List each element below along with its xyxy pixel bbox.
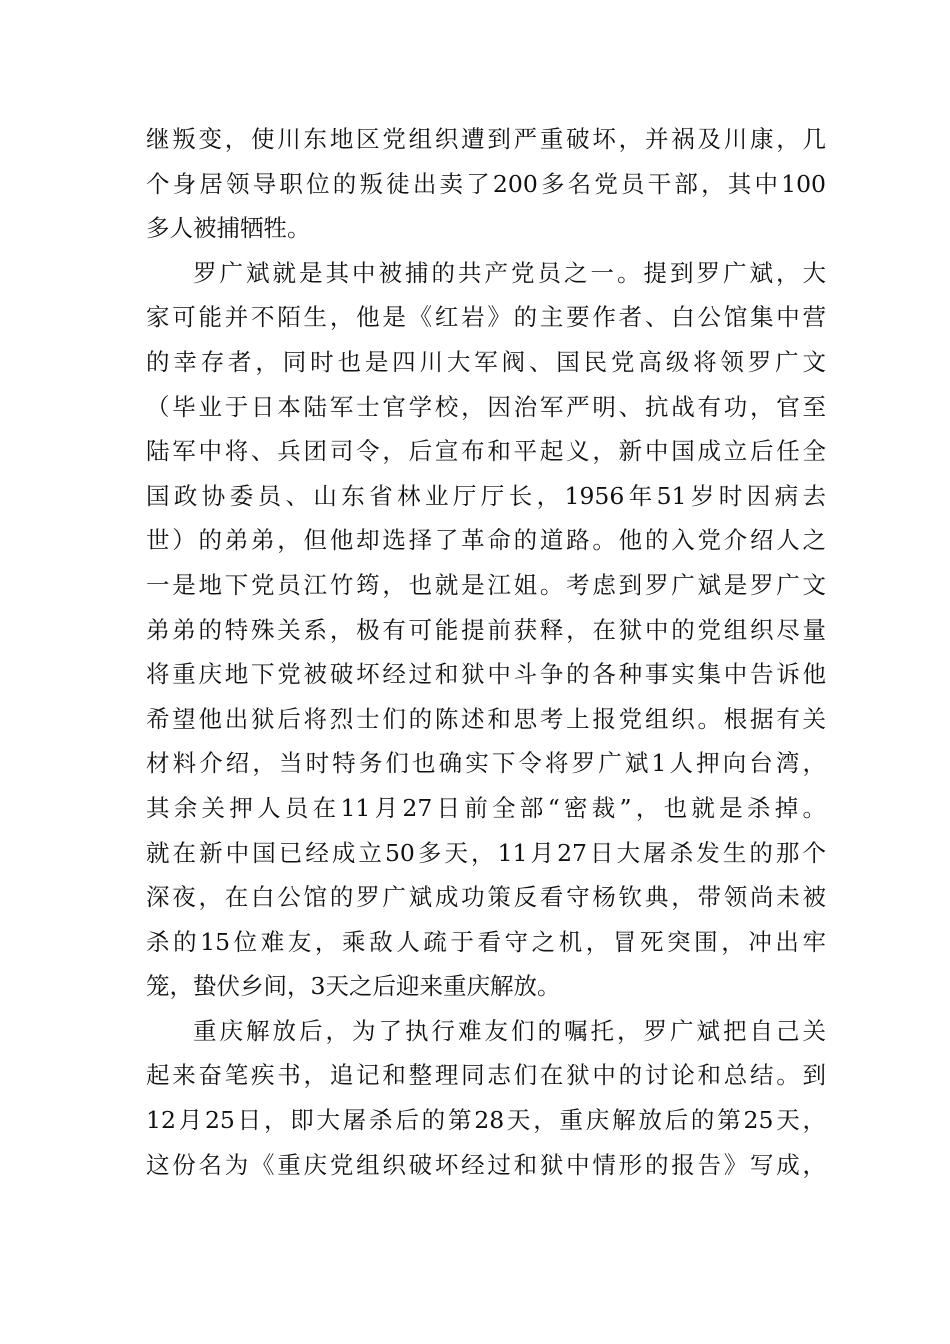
text-line: 罗广斌就是其中被捕的共产党员之一。提到罗广斌，大 bbox=[193, 258, 826, 287]
text-line: 就在新中国已经成立50多天，11月27日大屠杀发生的那个 bbox=[146, 838, 826, 867]
text-line: 一是地下党员江竹筠，也就是江姐。考虑到罗广斌是罗广文 bbox=[146, 570, 826, 599]
text-line: 陆军中将、兵团司令，后宣布和平起义，新中国成立后任全 bbox=[146, 437, 826, 466]
text-line: 材料介绍，当时特务们也确实下令将罗广斌1人押向台湾， bbox=[146, 749, 826, 778]
text-line: 重庆解放后，为了执行难友们的嘱托，罗广斌把自己关 bbox=[193, 1016, 826, 1045]
text-line: 将重庆地下党被破坏经过和狱中斗争的各种事实集中告诉他 bbox=[146, 660, 826, 689]
text-line: 12月25日，即大屠杀后的第28天，重庆解放后的第25天， bbox=[146, 1106, 826, 1135]
text-line: 希望他出狱后将烈士们的陈述和思考上报党组织。根据有关 bbox=[146, 704, 826, 733]
text-line: 世）的弟弟，但他却选择了革命的道路。他的入党介绍人之 bbox=[146, 526, 826, 555]
text-line: 多人被捕牺牲。 bbox=[146, 214, 311, 243]
text-line: 国政协委员、山东省林业厅厅长，1956年51岁时因病去 bbox=[146, 481, 826, 510]
text-line: 笼，蛰伏乡间，3天之后迎来重庆解放。 bbox=[146, 972, 561, 1001]
text-line: 个身居领导职位的叛徒出卖了200多名党员干部，其中100 bbox=[146, 169, 826, 198]
text-line: 继叛变，使川东地区党组织遭到严重破坏，并祸及川康，几 bbox=[146, 125, 826, 153]
text-line: 起来奋笔疾书，追记和整理同志们在狱中的讨论和总结。到 bbox=[146, 1061, 826, 1090]
text-line: 弟弟的特殊关系，极有可能提前获释，在狱中的党组织尽量 bbox=[146, 615, 826, 644]
text-line: （毕业于日本陆军士官学校，因治军严明、抗战有功，官至 bbox=[146, 392, 826, 421]
text-line: 其余关押人员在11月27日前全部“密裁”，也就是杀掉。 bbox=[146, 793, 826, 822]
body-text bbox=[146, 117, 826, 1187]
text-line: 这份名为《重庆党组织破坏经过和狱中情形的报告》写成， bbox=[146, 1150, 826, 1179]
text-line: 杀的15位难友，乘敌人疏于看守之机，冒死突围，冲出牢 bbox=[146, 927, 826, 956]
text-line: 家可能并不陌生，他是《红岩》的主要作者、白公馆集中营 bbox=[146, 303, 826, 332]
text-line: 深夜，在白公馆的罗广斌成功策反看守杨钦典，带领尚未被 bbox=[146, 883, 826, 912]
text-line: 的幸存者，同时也是四川大军阀、国民党高级将领罗广文 bbox=[146, 347, 826, 376]
